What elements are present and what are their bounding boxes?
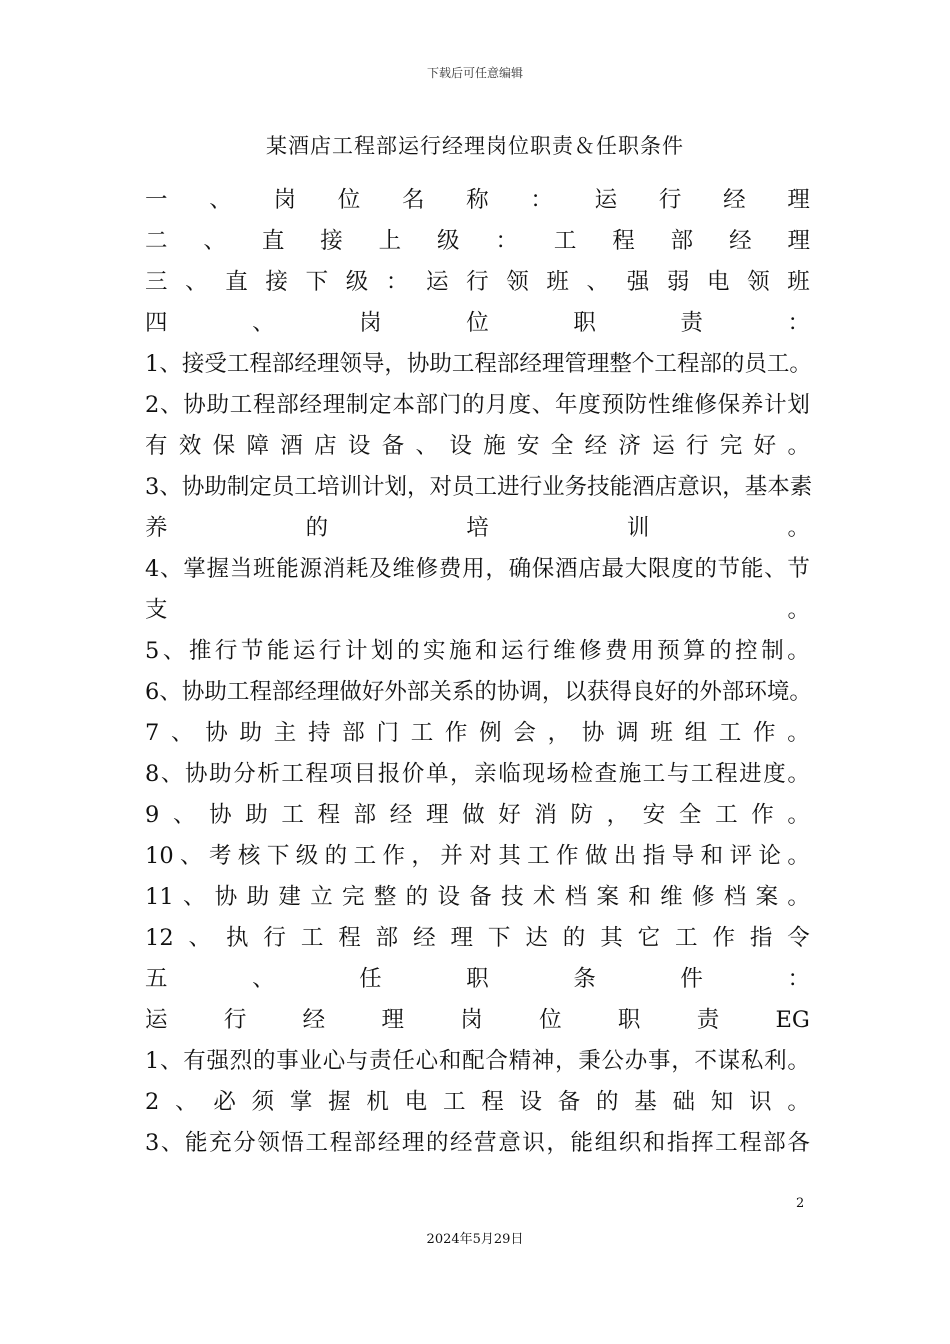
body-line: 四 、 岗 位 职 责 ： bbox=[145, 310, 810, 336]
body-line: 7 、 协 助 主 持 部 门 工 作 例 会 ， 协 调 班 组 工 作 。 bbox=[145, 720, 810, 746]
body-line: 12 、 执 行 工 程 部 经 理 下 达 的 其 它 工 作 指 令 bbox=[145, 925, 810, 951]
page-header: 下载后可任意编辑 bbox=[426, 66, 523, 80]
body-line: 6、协助工程部经理做好外部关系的协调，以获得良好的外部环境。 bbox=[145, 679, 812, 705]
body-line: 10 、 考 核 下 级 的 工 作 ， 并 对 其 工 作 做 出 指 导 和 评 论 。 bbox=[145, 843, 810, 869]
body-line: 三 、 直 接 下 级 ： 运 行 领 班 、 强 弱 电 领 班 bbox=[145, 269, 810, 295]
body-line: 1 、 有 强 烈 的 事 业 心 与 责 任 心 和 配 合 精 神 ， 秉 公 办 事 ， 不 谋 私 利 。 bbox=[145, 1048, 810, 1074]
body-line: 3 、 协 助 制 定 员 工 培 训 计 划 ， 对 员 工 进 行 业 务 技 能 酒 店 意 识 ， 基 本 素 bbox=[145, 474, 813, 500]
body-line: 3 、 能 充 分 领 悟 工 程 部 经 理 的 经 营 意 识 ， 能 组 织 和 指 挥 工 程 部 各 bbox=[145, 1130, 810, 1156]
body-line: 4 、 掌 握 当 班 能 源 消 耗 及 维 修 费 用 ， 确 保 酒 店 最 大 限 度 的 节 能 、 节 bbox=[145, 556, 810, 582]
document-body bbox=[145, 180, 813, 1164]
body-line: 2 、 必 须 掌 握 机 电 工 程 设 备 的 基 础 知 识 。 bbox=[145, 1089, 810, 1115]
body-line: 五 、 任 职 条 件 ： bbox=[145, 966, 810, 992]
page-number: 2 bbox=[796, 1196, 805, 1211]
body-line: 5 、 推 行 节 能 运 行 计 划 的 实 施 和 运 行 维 修 费 用 预 算 的 控 制 。 bbox=[145, 638, 810, 664]
body-line: 二 、 直 接 上 级 ： 工 程 部 经 理 bbox=[145, 228, 810, 254]
body-line: 一 、 岗 位 名 称 ： 运 行 经 理 bbox=[145, 187, 810, 213]
body-line: 1、接受工程部经理领导，协助工程部经理管理整个工程部的员工。 bbox=[145, 351, 812, 377]
document-title: 某酒店工程部运行经理岗位职责＆任职条件 bbox=[266, 134, 684, 158]
body-line: 支 。 bbox=[145, 597, 810, 623]
body-line: 9 、 协 助 工 程 部 经 理 做 好 消 防 ， 安 全 工 作 。 bbox=[145, 802, 810, 828]
page-footer-date: 2024年5月29日 bbox=[426, 1232, 524, 1247]
body-line: 8 、 协 助 分 析 工 程 项 目 报 价 单 ， 亲 临 现 场 检 查 施 工 与 工 程 进 度 。 bbox=[145, 761, 810, 787]
body-line: 运 行 经 理 岗 位 职 责 EG bbox=[145, 1007, 810, 1033]
body-line: 养 的 培 训 。 bbox=[145, 515, 810, 541]
body-line: 2 、 协 助 工 程 部 经 理 制 定 本 部 门 的 月 度 、 年 度 预 防 性 维 修 保 养 计 划 bbox=[145, 392, 810, 418]
body-line: 有 效 保 障 酒 店 设 备 、 设 施 安 全 经 济 运 行 完 好 。 bbox=[145, 433, 810, 459]
body-line: 11 、 协 助 建 立 完 整 的 设 备 技 术 档 案 和 维 修 档 案 。 bbox=[145, 884, 810, 910]
